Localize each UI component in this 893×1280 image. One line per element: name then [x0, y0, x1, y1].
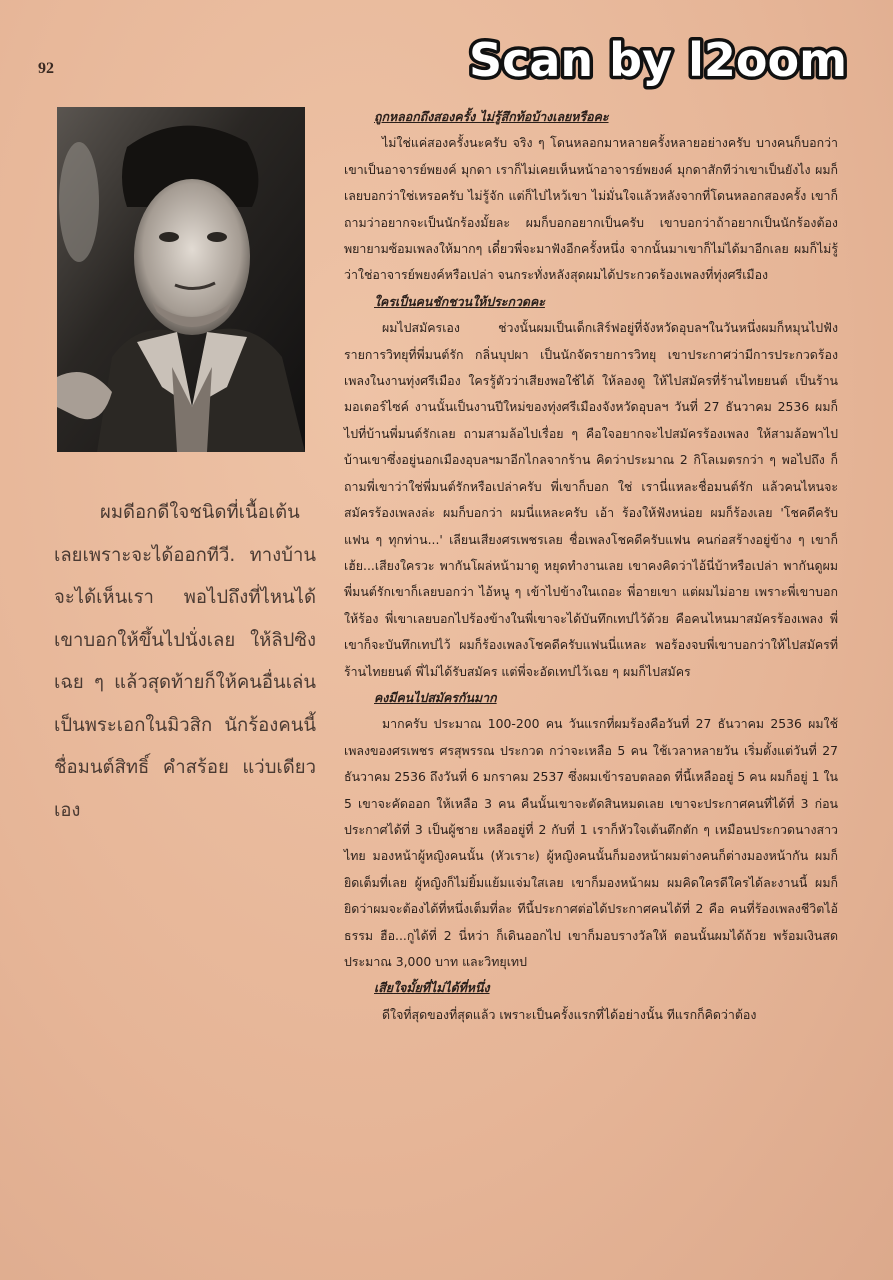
section-2 — [344, 289, 838, 685]
section-body: ผมไปสมัครเอง ช่วงนั้นผมเป็นเด็กเสิร์ฟอยู่ที่จังหวัดอุบลฯในวันหนึ่งผมก็หมุนไปฟังรายการวิทยุที่พี่มนต์รัก กลิ่นบุปผา เป็นนักจัดรายการวิทยุ เขาประกาศว่ามีการประกวดร้องเพลงในงานทุ่งศรีเมือง ใครรู้ตัวว่าเสียงพอใช้ได้ ให้ลองดู ให้ไปสมัครที่ร้านไทยยนต์ เป็นร้านมอเตอร์ไซค์ งานนั้นเป็นงานปีใหม่ของทุ่งศรีเมืองจังหวัดอุบลฯ วันที่ 27 ธันวาคม 2536 ผมก็ไปที่บ้านพี่มนต์รักเลย ถามสามล้อไปเรื่อย ๆ คือใจอยากจะไปสมัครร้องเพลง ให้สามล้อพาไปบ้านเขาซึ่งอยู่นอกเมืองอุบลฯมาอีกไกลจากร้าน คิดว่าประมาณ 2 กิโลเมตรกว่า ๆ พอไปถึง ก็ถามพี่เขาว่าใช่พี่มนต์รักหรือเปล่าครับ พี่เขาก็บอก ใช่ เรานี่แหละชื่อมนต์รัก แล้วคนไหนจะสมัครร้องเพลงล่ะ ผมก็บอกว่า ผมนี่แหละครับ เอ้า ร้องให้ฟังหน่อย ผมก็ร้องเลย 'โชคดีครับแฟน ๆ ทุกท่าน...' เลียนเสียงศรเพชรเลย ชื่อเพลงโชคดีครับแฟน คนก่อสร้างอยู่ข้าง ๆ เขาก็ เฮ้ย...เสียงใครวะ พากันโผล่หน้ามาดู หยุดทำงานเลย เขาคงคิดว่าไอ้นี่บ้าหรือเปล่า พากันดูผม พี่มนต์รักเขาก็เลยบอกว่า ไอ้หนู ๆ เข้าไปข้างในเถอะ พี่อายเขา แต่ผมไม่อาย เพราะพี่เขาบอกให้ร้อง พี่เขาเลยบอกไปร้องข้างในพี่เขาจะได้บันทึกเทปไว้ด้วย คือคนไหนมาสมัครร้องเพลง พี่เขาก็จะบันทึกเทปไว้ ผมก็ร้องเพลงโชคดีครับแฟนนี่แหละ พอร้องจบพี่เขาบอกว่าให้ไปสมัครที่ร้านไทยยนต์ พี่ไม่ได้รับสมัคร แต่พี่จะอัดเทปไว้เฉย ๆ ผมก็ไปสมัคร — [344, 320, 838, 679]
section-body: ไม่ใช่แค่สองครั้งนะครับ จริง ๆ โดนหลอกมาหลายครั้งหลายอย่างครับ บางคนก็บอกว่าเขาเป็นอาจารย์พยงค์ มุกดา เราก็ไม่เคยเห็นหน้าอาจารย์พยงค์ มุกดาสักทีว่าเขาเป็นยังไง ผมก็เลยบอกว่าใช่เหรอครับ ไม่รู้จัก แต่ก็ไปไหว้เขา ไม่มั่นใจแล้วหลังจากที่โดนหลอกสองครั้ง เขาก็ถามว่าอยากจะเป็นนักร้องมั้ยละ ผมก็บอกอยากเป็นครับ เขาบอกว่าถ้าอยากเป็นนักร้องต้องพยายามซ้อมเพลงให้มากๆ เดี๋ยวพี่จะมาฟังอีกครั้งหนึ่ง จากนั้นมาเขาก็ไม่ได้มาอีกเลย ผมก็ไม่รู้ว่าใช่อาจารย์พยงค์หรือเปล่า จนกระทั่งหลังสุดผมได้ประกวดร้องเพลงที่ทุ่งศรีเมือง — [344, 135, 838, 283]
section-4 — [344, 975, 838, 1028]
pullquote-text: ผมดีอกดีใจชนิดที่เนื้อเต้นเลยเพราะจะได้ออกทีวี. ทางบ้านจะได้เห็นเรา พอไปถึงที่ไหนได้ เขาบอกให้ขึ้นไปนั่งเลย ให้ลิปซิงเฉย ๆ แล้วสุดท้ายก็ให้คนอื่นเล่นเป็นพระเอกในมิวสิก นักร้องคนนี้ชื่อมนต์สิทธิ์ คำสร้อย แว่บเดียวเอง — [54, 502, 316, 821]
pullquote — [54, 492, 316, 832]
section-body: มากครับ ประมาณ 100-200 คน วันแรกที่ผมร้องคือวันที่ 27 ธันวาคม 2536 ผมใช้เพลงของศรเพชร ศรสุพรรณ ประกวด กว่าจะเหลือ 5 คน ใช้เวลาหลายวัน เริ่มตั้งแต่วันที่ 27 ธันวาคม 2536 ถึงวันที่ 6 มกราคม 2537 ซึ่งผมเข้ารอบตลอด ที่นี้เหลืออยู่ 5 คน ผมก็อยู่ 1 ใน 5 เขาจะคัดออก ให้เหลือ 3 คน คืนนั้นเขาจะตัดสินหมดเลย เขาจะประกาศคนที่ได้ที่ 3 ก่อน ประกาศได้ที่ 3 เป็นผู้ชาย เหลืออยู่ที่ 2 กับที่ 1 เราก็หัวใจเต้นตึกตัก ๆ เหมือนประกวดนางสาวไทย มองหน้าผู้หญิงคนนั้น (หัวเราะ) ผู้หญิงคนนั้นก็มองหน้าผมต่างคนก็ต่างมองหน้ากัน ผมก็ยิดเต็มที่เลย ผู้หญิงก็ไม่ยิ้มแย้มแจ่มใสเลย เขาก็มองหน้าผม ผมคิดใครดีใครได้ละงานนี้ ผมก็ยิดว่าผมจะต้องได้ที่หนึ่งเต็มที่ละ ทีนี้ประกาศต่อได้ประกาศคนได้ที่ 2 คือ คนที่ร้องเพลงชีวิตไอ้ธรรม ฮือ...กูได้ที่ 2 นี่หว่า ก็เดินออกไป เขาก็มอบรางวัลให้ ตอนนั้นผมได้ถ้วย พร้อมเงินสดประมาณ 3,000 บาท และวิทยุเทป — [344, 716, 838, 969]
page-number: 92 — [38, 60, 54, 77]
section-heading: ใครเป็นคนชักชวนให้ประกวดคะ — [374, 293, 545, 309]
watermark-text: Scan by l2oom — [468, 33, 848, 87]
section-3 — [344, 685, 838, 975]
article — [344, 104, 838, 1028]
section-heading: ถูกหลอกถึงสองครั้ง ไม่รู้สึกท้อบ้างเลยหรือคะ — [374, 109, 609, 124]
portrait-photo — [57, 107, 305, 452]
section-body: ดีใจที่สุดของที่สุดแล้ว เพราะเป็นครั้งแรกที่ได้อย่างนั้น ทีแรกก็คิดว่าต้อง — [382, 1006, 757, 1022]
section-heading: คงมีคนไปสมัครกันมาก — [374, 689, 497, 705]
watermark — [448, 24, 868, 92]
section-1 — [344, 104, 838, 289]
portrait-image — [57, 107, 305, 452]
section-heading: เสียใจมั้ยที่ไม่ได้ที่หนึ่ง — [374, 980, 490, 996]
